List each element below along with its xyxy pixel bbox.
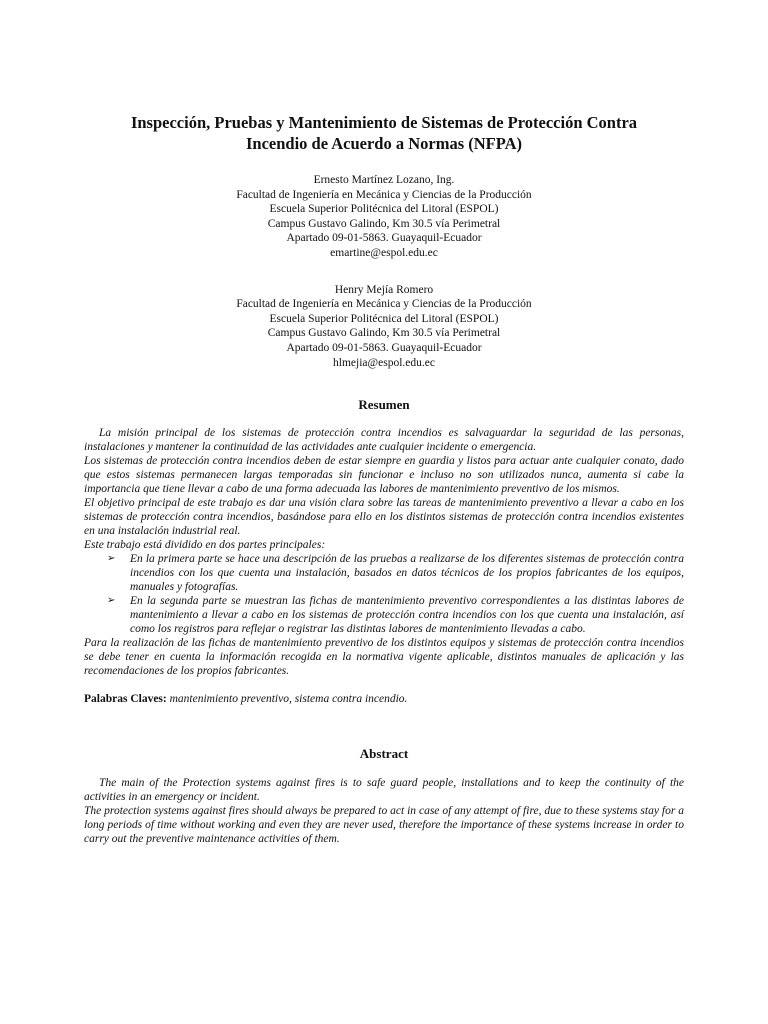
keywords bbox=[84, 692, 684, 706]
abstract-heading: Abstract bbox=[359, 746, 409, 762]
author-address: Apartado 09-01-5863. Guayaquil-Ecuador bbox=[286, 232, 482, 245]
title-line-2: Incendio de Acuerdo a Normas (NFPA) bbox=[245, 134, 523, 153]
author-email: hlmejia@espol.edu.ec bbox=[333, 356, 435, 369]
abstract-body bbox=[84, 776, 684, 846]
resumen-paragraph-2: Los sistemas de protección contra incendios deben de estar siempre en guardia y listos para actuar ante cualquier conato, dado que estos sistemas permanecen largas temporadas sin funcionar e incluso no son utilizados nunca, aumenta si cabe la importancia que tiene llevar a cabo de una forma adecuada las labores de mantenimiento preventivo de los mismos. bbox=[84, 455, 684, 496]
author-faculty: Facultad de Ingeniería en Mecánica y Ciencias de la Producción bbox=[236, 298, 532, 311]
author-email: emartine@espol.edu.ec bbox=[330, 246, 438, 259]
abstract-paragraph-2: The protection systems against fires should always be prepared to act in case of any attempt of fire, due to these systems stay for a long periods of time without working and even they are never used, therefore the importance of these systems increase in order to carry out the preventive maintenance activities of them. bbox=[84, 805, 684, 846]
bullet-text: En la segunda parte se muestran las fichas de mantenimiento preventivo correspondientes a las distintas labores de mantenimiento a llevar a cabo en los sistemas de protección contra incendios con los que cuenta una instalación, así como los registros para reflejar o registrar las distintas labores de mantenimiento llevadas a cabo. bbox=[130, 595, 684, 636]
author-school: Escuela Superior Politécnica del Litoral (ESPOL) bbox=[269, 312, 499, 325]
bullet-text: En la primera parte se hace una descripción de las pruebas a realizarse de los diferentes sistemas de protección contra incendios con los que cuenta una instalación, basados en datos técnicos de los propios fabricantes de los equipos, manuales y fotografías. bbox=[130, 553, 684, 594]
resumen-paragraph-5: Para la realización de las fichas de mantenimiento preventivo de los distintos equipos y sistemas de protección contra incendios se debe tener en cuenta la información recogida en la normativa vigente aplicable, distintos manuales de aplicación y las recomendaciones de los propios fabricantes. bbox=[84, 637, 684, 678]
resumen-body bbox=[84, 426, 684, 678]
arrow-bullet-icon: ➢ bbox=[107, 595, 116, 607]
keywords-text: mantenimiento preventivo, sistema contra incendio. bbox=[166, 693, 408, 706]
list-item bbox=[107, 552, 684, 594]
author-address: Apartado 09-01-5863. Guayaquil-Ecuador bbox=[286, 341, 482, 354]
author-campus: Campus Gustavo Galindo, Km 30.5 vía Perimetral bbox=[267, 217, 501, 230]
arrow-bullet-icon: ➢ bbox=[107, 553, 116, 565]
keywords-label: Palabras Claves: bbox=[84, 693, 167, 706]
author-block-2 bbox=[84, 283, 684, 371]
author-name: Ernesto Martínez Lozano, Ing. bbox=[313, 174, 455, 186]
list-item bbox=[107, 594, 684, 636]
author-faculty: Facultad de Ingeniería en Mecánica y Ciencias de la Producción bbox=[236, 188, 532, 201]
resumen-paragraph-4: Este trabajo está dividido en dos partes principales: bbox=[84, 539, 326, 552]
paper-title bbox=[84, 112, 684, 154]
resumen-heading: Resumen bbox=[358, 397, 410, 413]
title-line-1: Inspección, Pruebas y Mantenimiento de Sistemas de Protección Contra bbox=[130, 113, 638, 132]
author-block-1 bbox=[84, 173, 684, 261]
resumen-paragraph-1: La misión principal de los sistemas de protección contra incendios es salvaguardar la seguridad de las personas, instalaciones y mantener la continuidad de las actividades ante cualquier incidente o emergencia. bbox=[84, 427, 684, 454]
author-school: Escuela Superior Politécnica del Litoral (ESPOL) bbox=[269, 203, 499, 216]
resumen-paragraph-3: El objetivo principal de este trabajo es dar una visión clara sobre las tareas de mantenimiento preventivo a llevar a cabo en los sistemas de protección contra incendios, basándose para ello en los distintos sistemas de protección contra incendios existentes en una instalación industrial real. bbox=[84, 497, 684, 538]
abstract-paragraph-1: The main of the Protection systems against fires is to safe guard people, installations and to keep the continuity of the activities in an emergency or incident. bbox=[84, 777, 684, 804]
author-name: Henry Mejía Romero bbox=[334, 283, 434, 296]
author-campus: Campus Gustavo Galindo, Km 30.5 vía Perimetral bbox=[267, 327, 501, 340]
resumen-bullet-list bbox=[84, 552, 684, 636]
